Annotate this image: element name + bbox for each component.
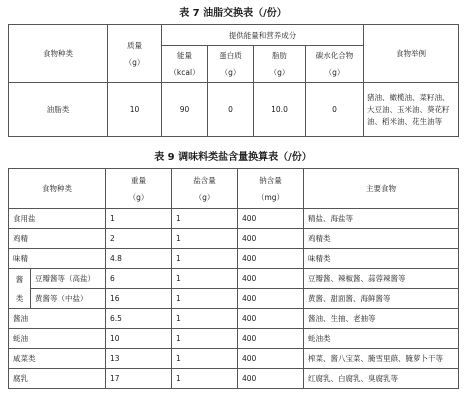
salt-cell: 1 xyxy=(172,209,238,229)
table-row xyxy=(9,349,459,369)
table-row xyxy=(9,289,459,309)
header-sodium xyxy=(238,169,304,209)
main-foods-cell: 蚝油类 xyxy=(304,329,459,349)
food-name-cell: 咸菜类 xyxy=(9,349,106,369)
header-carbs-unit: （g） xyxy=(324,68,345,77)
fat-exchange-table xyxy=(8,24,459,137)
header-protein xyxy=(208,46,254,83)
header-mass xyxy=(108,25,162,83)
header-food-type: 食物种类 xyxy=(9,169,106,209)
salt-cell: 1 xyxy=(172,229,238,249)
food-name-cell: 鸡精 xyxy=(9,229,106,249)
sauce-group-char: 酱 xyxy=(15,274,24,284)
header-weight-label: 重量 xyxy=(131,175,146,185)
main-foods-cell: 黄酱、甜面酱、海鲜酱等 xyxy=(304,289,459,309)
salt-cell: 1 xyxy=(172,269,238,289)
food-name-cell: 腐乳 xyxy=(9,369,106,389)
food-name-cell: 黄酱等（中盐） xyxy=(31,289,106,309)
header-protein-unit: （g） xyxy=(220,68,241,77)
weight-cell: 4.8 xyxy=(106,249,172,269)
header-main-foods: 主要食物 xyxy=(304,169,459,209)
salt-cell: 1 xyxy=(172,369,238,389)
food-name-cell: 食用盐 xyxy=(9,209,106,229)
main-foods-cell: 味精类 xyxy=(304,249,459,269)
header-mass-label: 质量 xyxy=(127,40,142,50)
main-foods-cell: 红腐乳、白腐乳、臭腐乳等 xyxy=(304,369,459,389)
weight-cell: 16 xyxy=(106,289,172,309)
table-row xyxy=(9,329,459,349)
table9-title: 表 9 调味料类盐含量换算表（/份） xyxy=(154,152,312,163)
table-row xyxy=(9,269,459,289)
weight-cell: 6.5 xyxy=(106,309,172,329)
row-carbs: 0 xyxy=(306,83,364,137)
main-foods-cell: 豆瓣酱、辣椒酱、蒜蓉辣酱等 xyxy=(304,269,459,289)
header-salt xyxy=(172,169,238,209)
condiment-salt-table xyxy=(8,168,459,389)
row-examples xyxy=(364,83,459,137)
main-foods-cell: 酱油、生抽、老抽等 xyxy=(304,309,459,329)
sodium-cell: 400 xyxy=(238,249,304,269)
weight-cell: 1 xyxy=(106,209,172,229)
weight-cell: 6 xyxy=(106,269,172,289)
food-name-cell: 酱油 xyxy=(9,309,106,329)
header-fat xyxy=(254,46,306,83)
sodium-cell: 400 xyxy=(238,289,304,309)
header-energy xyxy=(162,46,208,83)
header-protein-label: 蛋白质 xyxy=(219,51,242,60)
header-weight xyxy=(106,169,172,209)
header-examples: 食物举例 xyxy=(364,25,459,83)
row-fat: 10.0 xyxy=(254,83,306,137)
header-energy-unit: （kcal） xyxy=(169,68,200,77)
food-name-cell: 味精 xyxy=(9,249,106,269)
table-row xyxy=(9,249,459,269)
weight-cell: 10 xyxy=(106,329,172,349)
header-weight-unit: （g） xyxy=(128,192,149,202)
header-carbs xyxy=(306,46,364,83)
table7-title: 表 7 油脂交换表（/份） xyxy=(179,8,287,19)
header-fat-unit: （g） xyxy=(269,68,290,77)
header-mass-unit: （g） xyxy=(124,57,145,67)
weight-cell: 17 xyxy=(106,369,172,389)
sauce-group-label xyxy=(9,269,31,309)
sodium-cell: 400 xyxy=(238,229,304,249)
header-sodium-unit: （mg） xyxy=(256,192,285,202)
weight-cell: 13 xyxy=(106,349,172,369)
salt-cell: 1 xyxy=(172,349,238,369)
row-protein: 0 xyxy=(208,83,254,137)
table-row xyxy=(9,209,459,229)
sauce-group-char: 类 xyxy=(15,293,24,303)
sodium-cell: 400 xyxy=(238,369,304,389)
main-foods-cell: 榨菜、酱八宝菜、腌雪里蕻、腌萝卜干等 xyxy=(304,349,459,369)
table-row xyxy=(9,369,459,389)
main-foods-cell: 精盐、海盐等 xyxy=(304,209,459,229)
header-food-type: 食物种类 xyxy=(9,25,108,83)
header-salt-label: 盐含量 xyxy=(193,175,216,185)
row-energy: 90 xyxy=(162,83,208,137)
food-name-cell: 豆瓣酱等（高盐） xyxy=(31,269,106,289)
example-line: 大豆油、玉米油、葵花籽 xyxy=(367,104,450,114)
salt-cell: 1 xyxy=(172,249,238,269)
header-fat-label: 脂肪 xyxy=(272,51,287,60)
row-mass: 10 xyxy=(108,83,162,137)
sodium-cell: 400 xyxy=(238,209,304,229)
sodium-cell: 400 xyxy=(238,269,304,289)
example-line: 油、稻米油、花生油等 xyxy=(367,116,442,126)
sodium-cell: 400 xyxy=(238,309,304,329)
row-food-type: 油脂类 xyxy=(9,83,108,137)
salt-cell: 1 xyxy=(172,329,238,349)
weight-cell: 2 xyxy=(106,229,172,249)
table-row xyxy=(9,309,459,329)
sodium-cell: 400 xyxy=(238,329,304,349)
header-salt-unit: （g） xyxy=(194,192,215,202)
main-foods-cell: 鸡精类 xyxy=(304,229,459,249)
table-row xyxy=(9,229,459,249)
header-carbs-label: 碳水化合物 xyxy=(315,51,354,60)
food-name-cell: 蚝油 xyxy=(9,329,106,349)
salt-cell: 1 xyxy=(172,289,238,309)
salt-cell: 1 xyxy=(172,309,238,329)
header-sodium-label: 钠含量 xyxy=(259,175,282,185)
example-line: 猪油、橄榄油、菜籽油、 xyxy=(367,92,450,102)
table-row xyxy=(9,83,459,137)
header-nutrients-group: 提供能量和营养成分 xyxy=(162,25,364,46)
sodium-cell: 400 xyxy=(238,349,304,369)
header-energy-label: 能量 xyxy=(177,51,192,60)
